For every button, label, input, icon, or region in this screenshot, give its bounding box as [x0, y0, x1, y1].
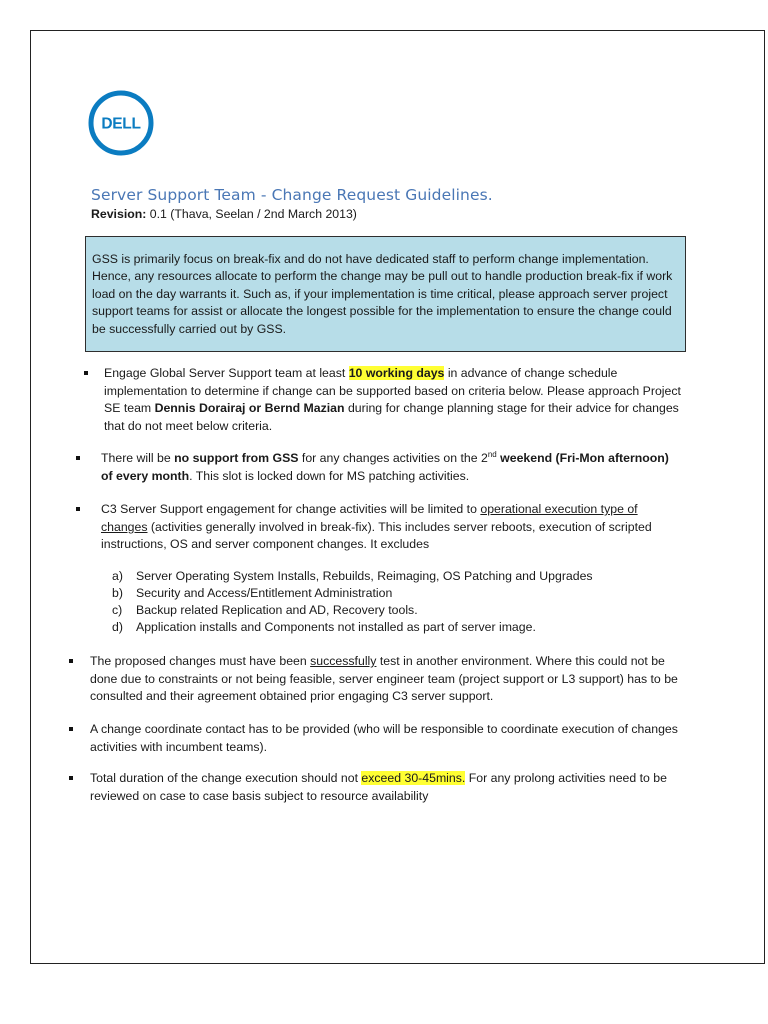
bullet-bold-text: weekend (Fri-Mon afternoon) of every month — [101, 451, 669, 483]
list-item-letter: a) — [112, 569, 123, 583]
bullet-marker — [69, 659, 73, 663]
bullet-bold-text: no support from GSS — [174, 451, 299, 465]
bullet-text: for any changes activities on the 2 — [298, 451, 488, 465]
bullet-item-coordinator-contact — [90, 721, 685, 756]
underlined-text: operational execution type of changes — [101, 502, 638, 534]
bullet-text: A change coordinate contact has to be provided (who will be responsible to coordinate execution of changes activities with incumbent teams). — [90, 722, 678, 754]
list-item — [112, 619, 593, 636]
bullet-text: Total duration of the change execution should not — [90, 771, 362, 785]
bullet-text: (activities generally involved in break-fix). This includes server reboots, execution of scripted instructions, OS and server component changes. It excludes — [101, 519, 652, 552]
bullet-item-engagement-scope — [101, 501, 679, 554]
list-item — [112, 568, 593, 585]
bullet-item-duration-limit — [90, 770, 685, 805]
bullet-text: Engage Global Server Support team at least — [104, 366, 349, 380]
document-page — [30, 30, 765, 964]
bullet-text: in advance of change schedule implementation to determine if change can be supported based on criteria below. Please approach Project SE team — [104, 366, 681, 416]
list-item-text: Server Operating System Installs, Rebuilds, Reimaging, OS Patching and Upgrades — [136, 569, 593, 583]
revision-line — [91, 207, 357, 221]
bullet-text: C3 Server Support engagement for change activities will be limited to — [101, 502, 481, 516]
list-item — [112, 585, 593, 602]
list-item-letter: c) — [112, 603, 123, 617]
bullet-text: during for change planning stage for their advice for changes that do not meet below criteria. — [104, 401, 679, 433]
underlined-text: successfully — [310, 654, 377, 668]
bullet-marker — [76, 507, 80, 511]
list-item-letter: b) — [112, 586, 123, 600]
svg-text:DELL: DELL — [101, 115, 141, 133]
highlight-working-days: 10 working days — [348, 366, 445, 380]
bullet-text: For any prolong activities need to be reviewed on case to case basis subject to resource availability — [90, 771, 667, 803]
bullet-item-no-support-weekend — [101, 450, 679, 485]
bullet-marker — [84, 371, 88, 375]
page-title: Server Support Team - Change Request Guidelines. — [91, 186, 493, 204]
list-item-letter: d) — [112, 620, 123, 634]
bullet-text: . This slot is locked down for MS patching activities. — [189, 468, 470, 483]
revision-label: Revision: — [91, 207, 147, 221]
list-item-text: Security and Access/Entitlement Administration — [136, 586, 393, 600]
bullet-marker — [76, 456, 80, 460]
bullet-item-tested-changes — [90, 653, 685, 706]
revision-value: 0.1 (Thava, Seelan / 2nd March 2013) — [146, 207, 357, 221]
ordinal-suffix: nd — [487, 449, 497, 459]
list-item — [112, 602, 593, 619]
bullet-text: test in another environment. Where this could not be done due to constraints or not being feasible, server engineer team (project support or L3 support) has to be consulted and their agreement obtained prior engaging C3 server support. — [90, 654, 678, 704]
bullet-marker — [69, 727, 73, 731]
contact-names: Dennis Dorairaj or Bernd Mazian — [154, 401, 345, 416]
bullet-text: There will be — [101, 451, 175, 465]
exclusions-list — [112, 568, 593, 636]
notice-box: GSS is primarily focus on break-fix and do not have dedicated staff to perform change implementation. Hence, any resources allocate to perform the change may be pull out to handle production break-fix if work load on the day warrants it. Such as, if your implementation is time critical, please approach server project support teams for assist or allocate the longest possible for the implementation to ensure the change could be successfully carried out by GSS. — [85, 236, 686, 352]
bullet-marker — [69, 776, 73, 780]
bullet-item-advance-notice — [104, 365, 684, 435]
list-item-text: Backup related Replication and AD, Recovery tools. — [136, 603, 418, 617]
highlight-duration: exceed 30-45mins. — [361, 771, 466, 785]
bullet-text: The proposed changes must have been — [90, 654, 311, 668]
list-item-text: Application installs and Components not installed as part of server image. — [136, 620, 536, 634]
dell-logo-icon — [88, 90, 154, 156]
